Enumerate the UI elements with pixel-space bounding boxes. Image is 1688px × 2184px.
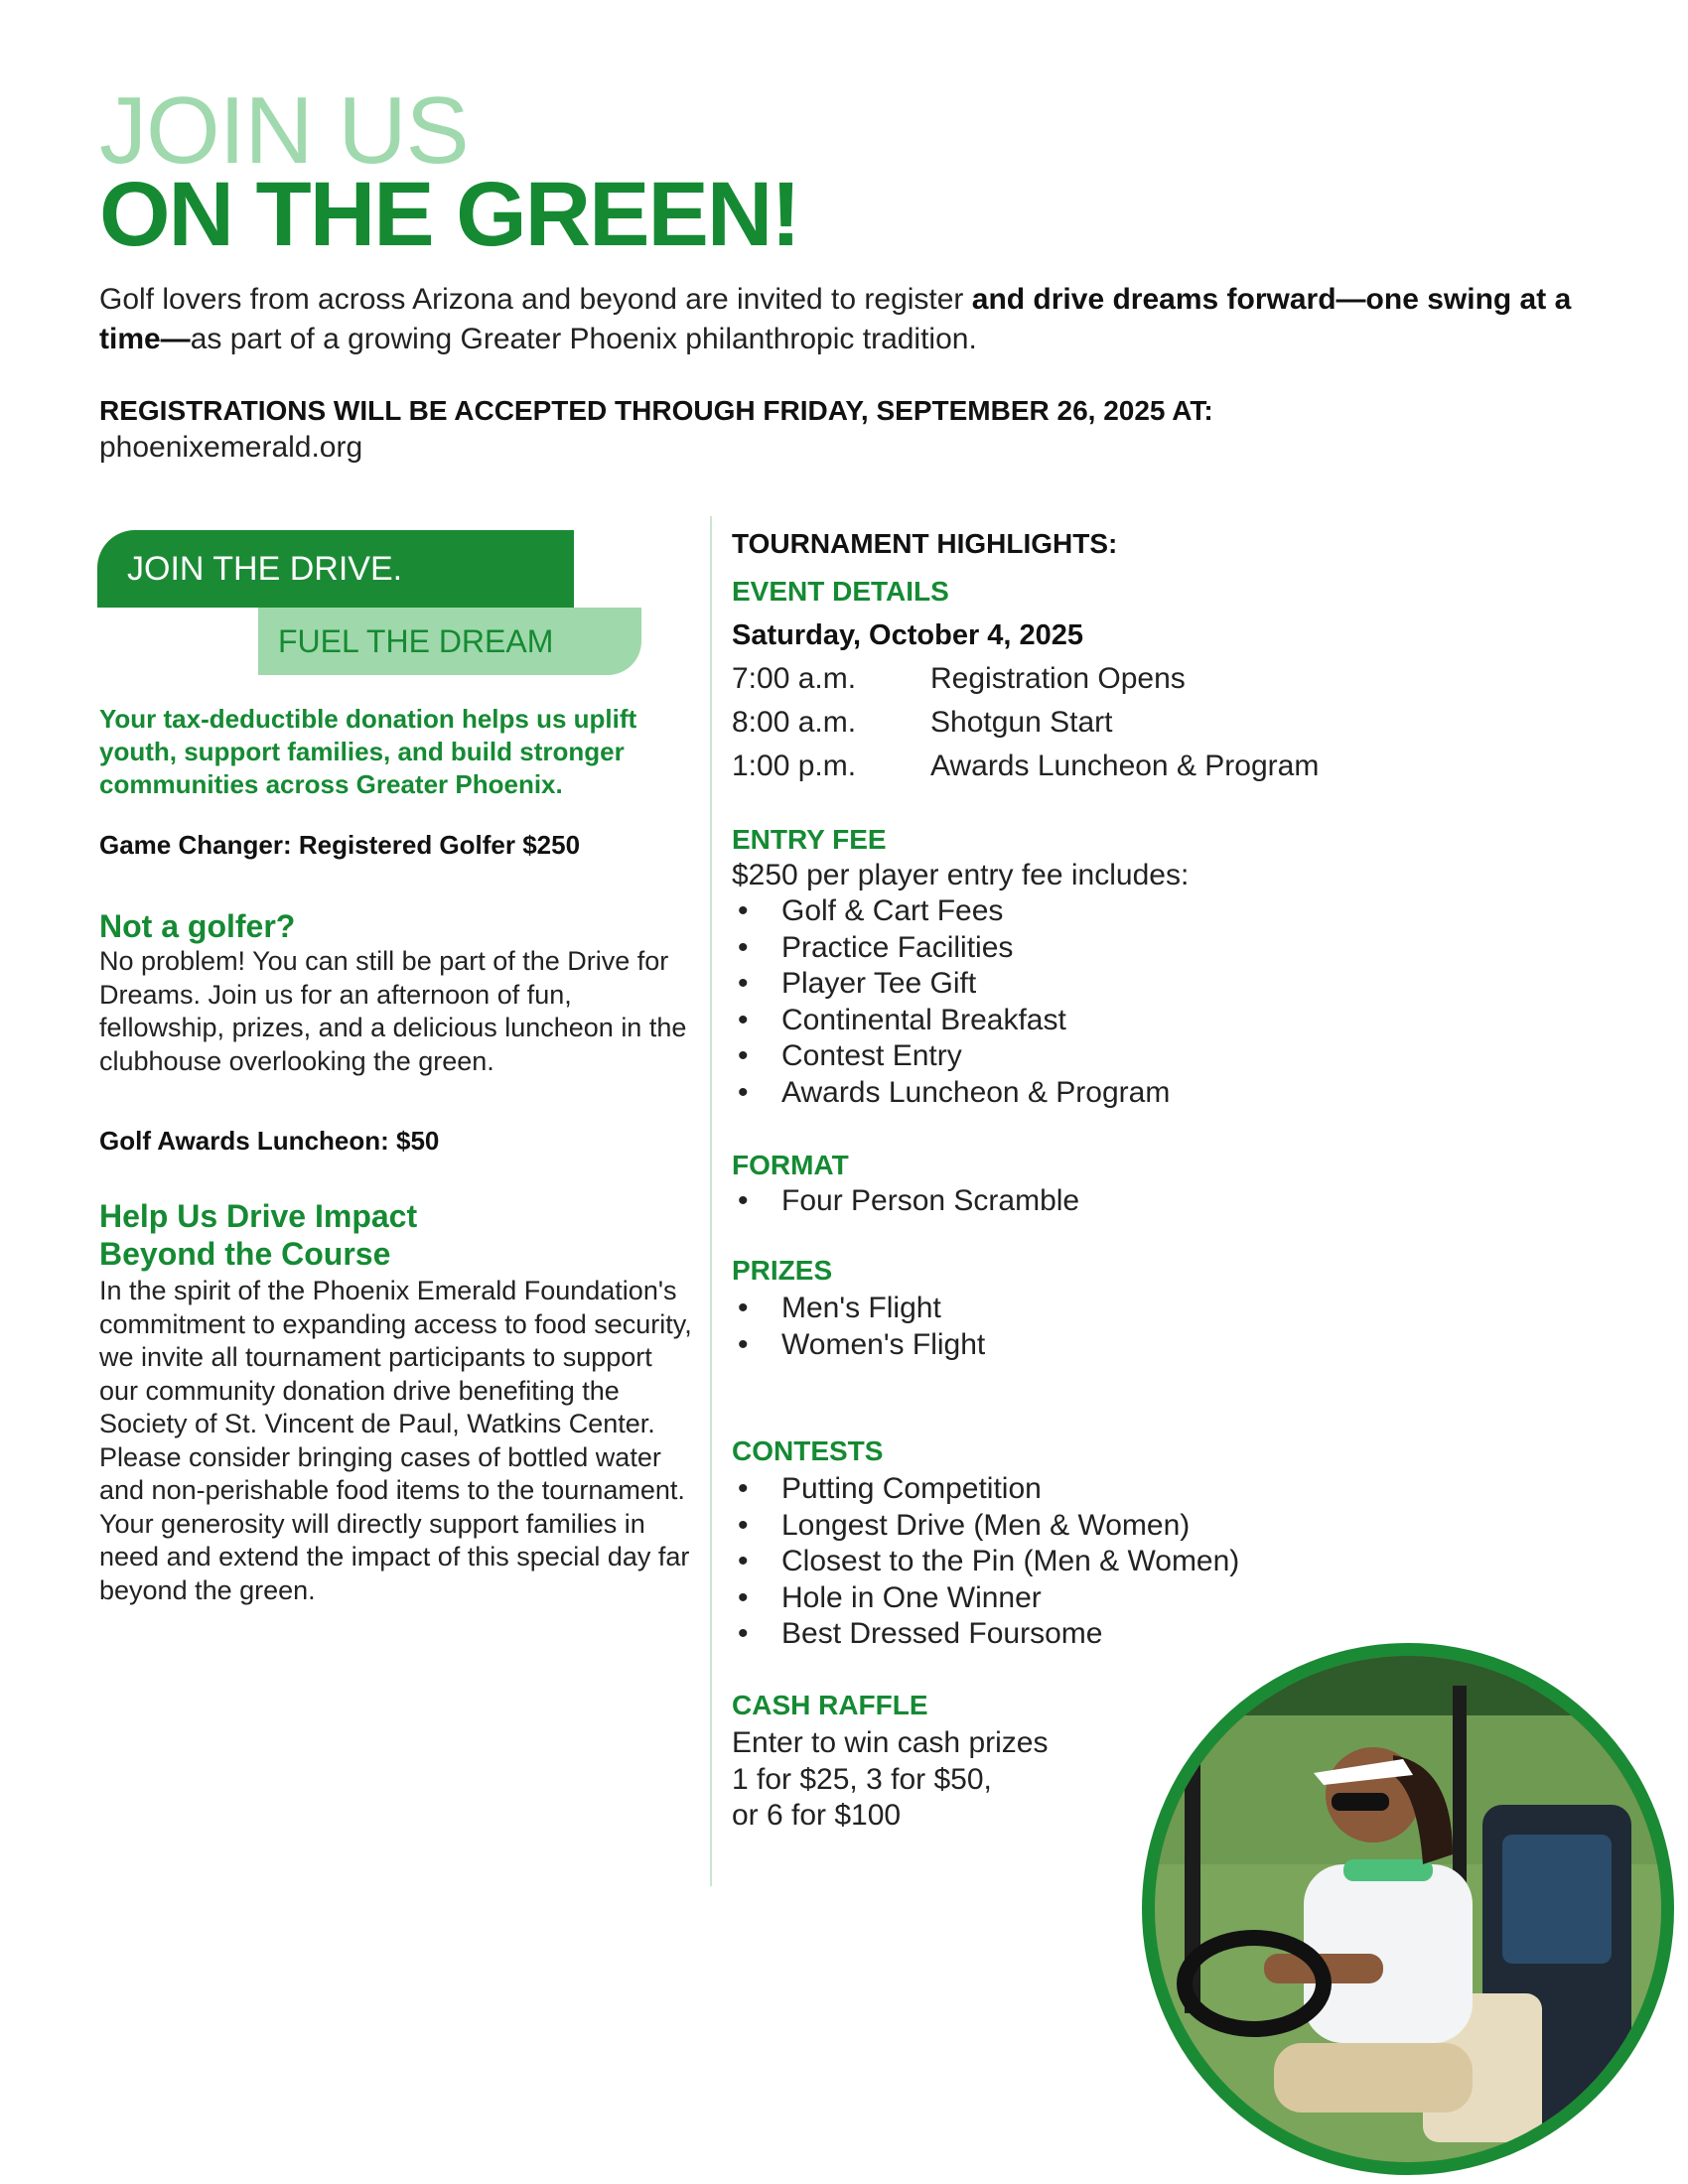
format-heading: FORMAT — [732, 1150, 849, 1180]
list-item: • Putting Competition — [732, 1471, 1625, 1508]
raffle-line-1: Enter to win cash prizes — [732, 1726, 1049, 1759]
format-list — [732, 1183, 1625, 1220]
event-schedule — [732, 657, 1625, 788]
list-item: • Best Dressed Foursome — [732, 1616, 1625, 1653]
list-item: • Women's Flight — [732, 1327, 1625, 1364]
schedule-row — [732, 745, 1625, 788]
schedule-row — [732, 701, 1625, 745]
list-item: • Closest to the Pin (Men & Women) — [732, 1544, 1625, 1580]
intro-text-end: as part of a growing Greater Phoenix philanthropic tradition. — [190, 323, 977, 355]
page-title-bold: ON THE GREEN! — [99, 164, 799, 265]
not-golfer-heading: Not a golfer? — [99, 908, 296, 944]
list-item: • Player Tee Gift — [732, 966, 1625, 1003]
impact-heading — [99, 1197, 695, 1273]
list-item: • Awards Luncheon & Program — [732, 1075, 1625, 1112]
contests-heading: CONTESTS — [732, 1435, 884, 1466]
tax-deductible-text: Your tax-deductible donation helps us uplift youth, support families, and build stronger communities across Greater Phoenix. — [99, 704, 637, 799]
prizes-list — [732, 1291, 1625, 1363]
golfer-price: Game Changer: Registered Golfer $250 — [99, 830, 581, 860]
list-item: • Continental Breakfast — [732, 1003, 1625, 1039]
schedule-time: 8:00 a.m. — [732, 706, 857, 739]
intro-paragraph — [99, 280, 1589, 359]
intro-text-bold: and drive dreams forward—one swing at a time— — [99, 283, 1572, 355]
contests-list — [732, 1471, 1625, 1653]
impact-heading-line-1: Help Us Drive Impact — [99, 1198, 418, 1234]
tournament-highlights-title: TOURNAMENT HIGHLIGHTS: — [732, 528, 1118, 559]
banner-line-2: FUEL THE DREAM — [278, 623, 554, 659]
impact-text: In the spirit of the Phoenix Emerald Foundation's commitment to expanding access to food security, we invite all tournament participants to support our community donation drive benefiting the Society of St. Vincent de Paul, Watkins Center. Please consider bringing cases of bottled water and non-perishable food items to the tournament. Your generosity will directly support families in need and extend the impact of this special day far beyond the green. — [99, 1276, 692, 1605]
raffle-line-3: or 6 for $100 — [732, 1799, 902, 1832]
column-divider — [710, 516, 712, 1886]
page-title-light: JOIN US — [99, 77, 469, 184]
list-item: • Four Person Scramble — [732, 1183, 1625, 1220]
schedule-row — [732, 657, 1625, 701]
entry-fee-list — [732, 893, 1625, 1111]
schedule-item: Awards Luncheon & Program — [930, 750, 1320, 782]
list-item: • Practice Facilities — [732, 930, 1625, 967]
banner-fuel-dream — [258, 608, 641, 675]
list-item: • Contest Entry — [732, 1038, 1625, 1075]
golfer-photo — [1142, 1643, 1674, 2175]
golfer-illustration — [1155, 1656, 1661, 2162]
schedule-time: 7:00 a.m. — [732, 662, 857, 695]
cash-raffle-heading: CASH RAFFLE — [732, 1690, 928, 1720]
schedule-item: Registration Opens — [930, 662, 1186, 695]
banner-join-drive — [97, 530, 574, 608]
luncheon-price: Golf Awards Luncheon: $50 — [99, 1126, 440, 1156]
schedule-time: 1:00 p.m. — [732, 750, 857, 782]
raffle-line-2: 1 for $25, 3 for $50, — [732, 1762, 992, 1796]
list-item: • Men's Flight — [732, 1291, 1625, 1327]
event-date: Saturday, October 4, 2025 — [732, 619, 1084, 651]
entry-fee-heading: ENTRY FEE — [732, 824, 887, 855]
impact-heading-line-2: Beyond the Course — [99, 1236, 391, 1272]
registration-heading: REGISTRATIONS WILL BE ACCEPTED THROUGH FRIDAY, SEPTEMBER 26, 2025 AT: — [99, 395, 1213, 426]
list-item: • Longest Drive (Men & Women) — [732, 1508, 1625, 1545]
event-details-heading: EVENT DETAILS — [732, 576, 949, 607]
prizes-heading: PRIZES — [732, 1255, 833, 1286]
entry-fee-intro: $250 per player entry fee includes: — [732, 859, 1190, 891]
intro-text-start: Golf lovers from across Arizona and beyond are invited to register — [99, 283, 972, 316]
banner-line-1: JOIN THE DRIVE. — [127, 550, 403, 588]
not-golfer-text: No problem! You can still be part of the Drive for Dreams. Join us for an afternoon of fun, fellowship, prizes, and a delicious luncheon in the clubhouse overlooking the green. — [99, 946, 687, 1076]
list-item: • Hole in One Winner — [732, 1580, 1625, 1617]
registration-link[interactable]: phoenixemerald.org — [99, 431, 363, 464]
schedule-item: Shotgun Start — [930, 706, 1113, 739]
list-item: • Golf & Cart Fees — [732, 893, 1625, 930]
